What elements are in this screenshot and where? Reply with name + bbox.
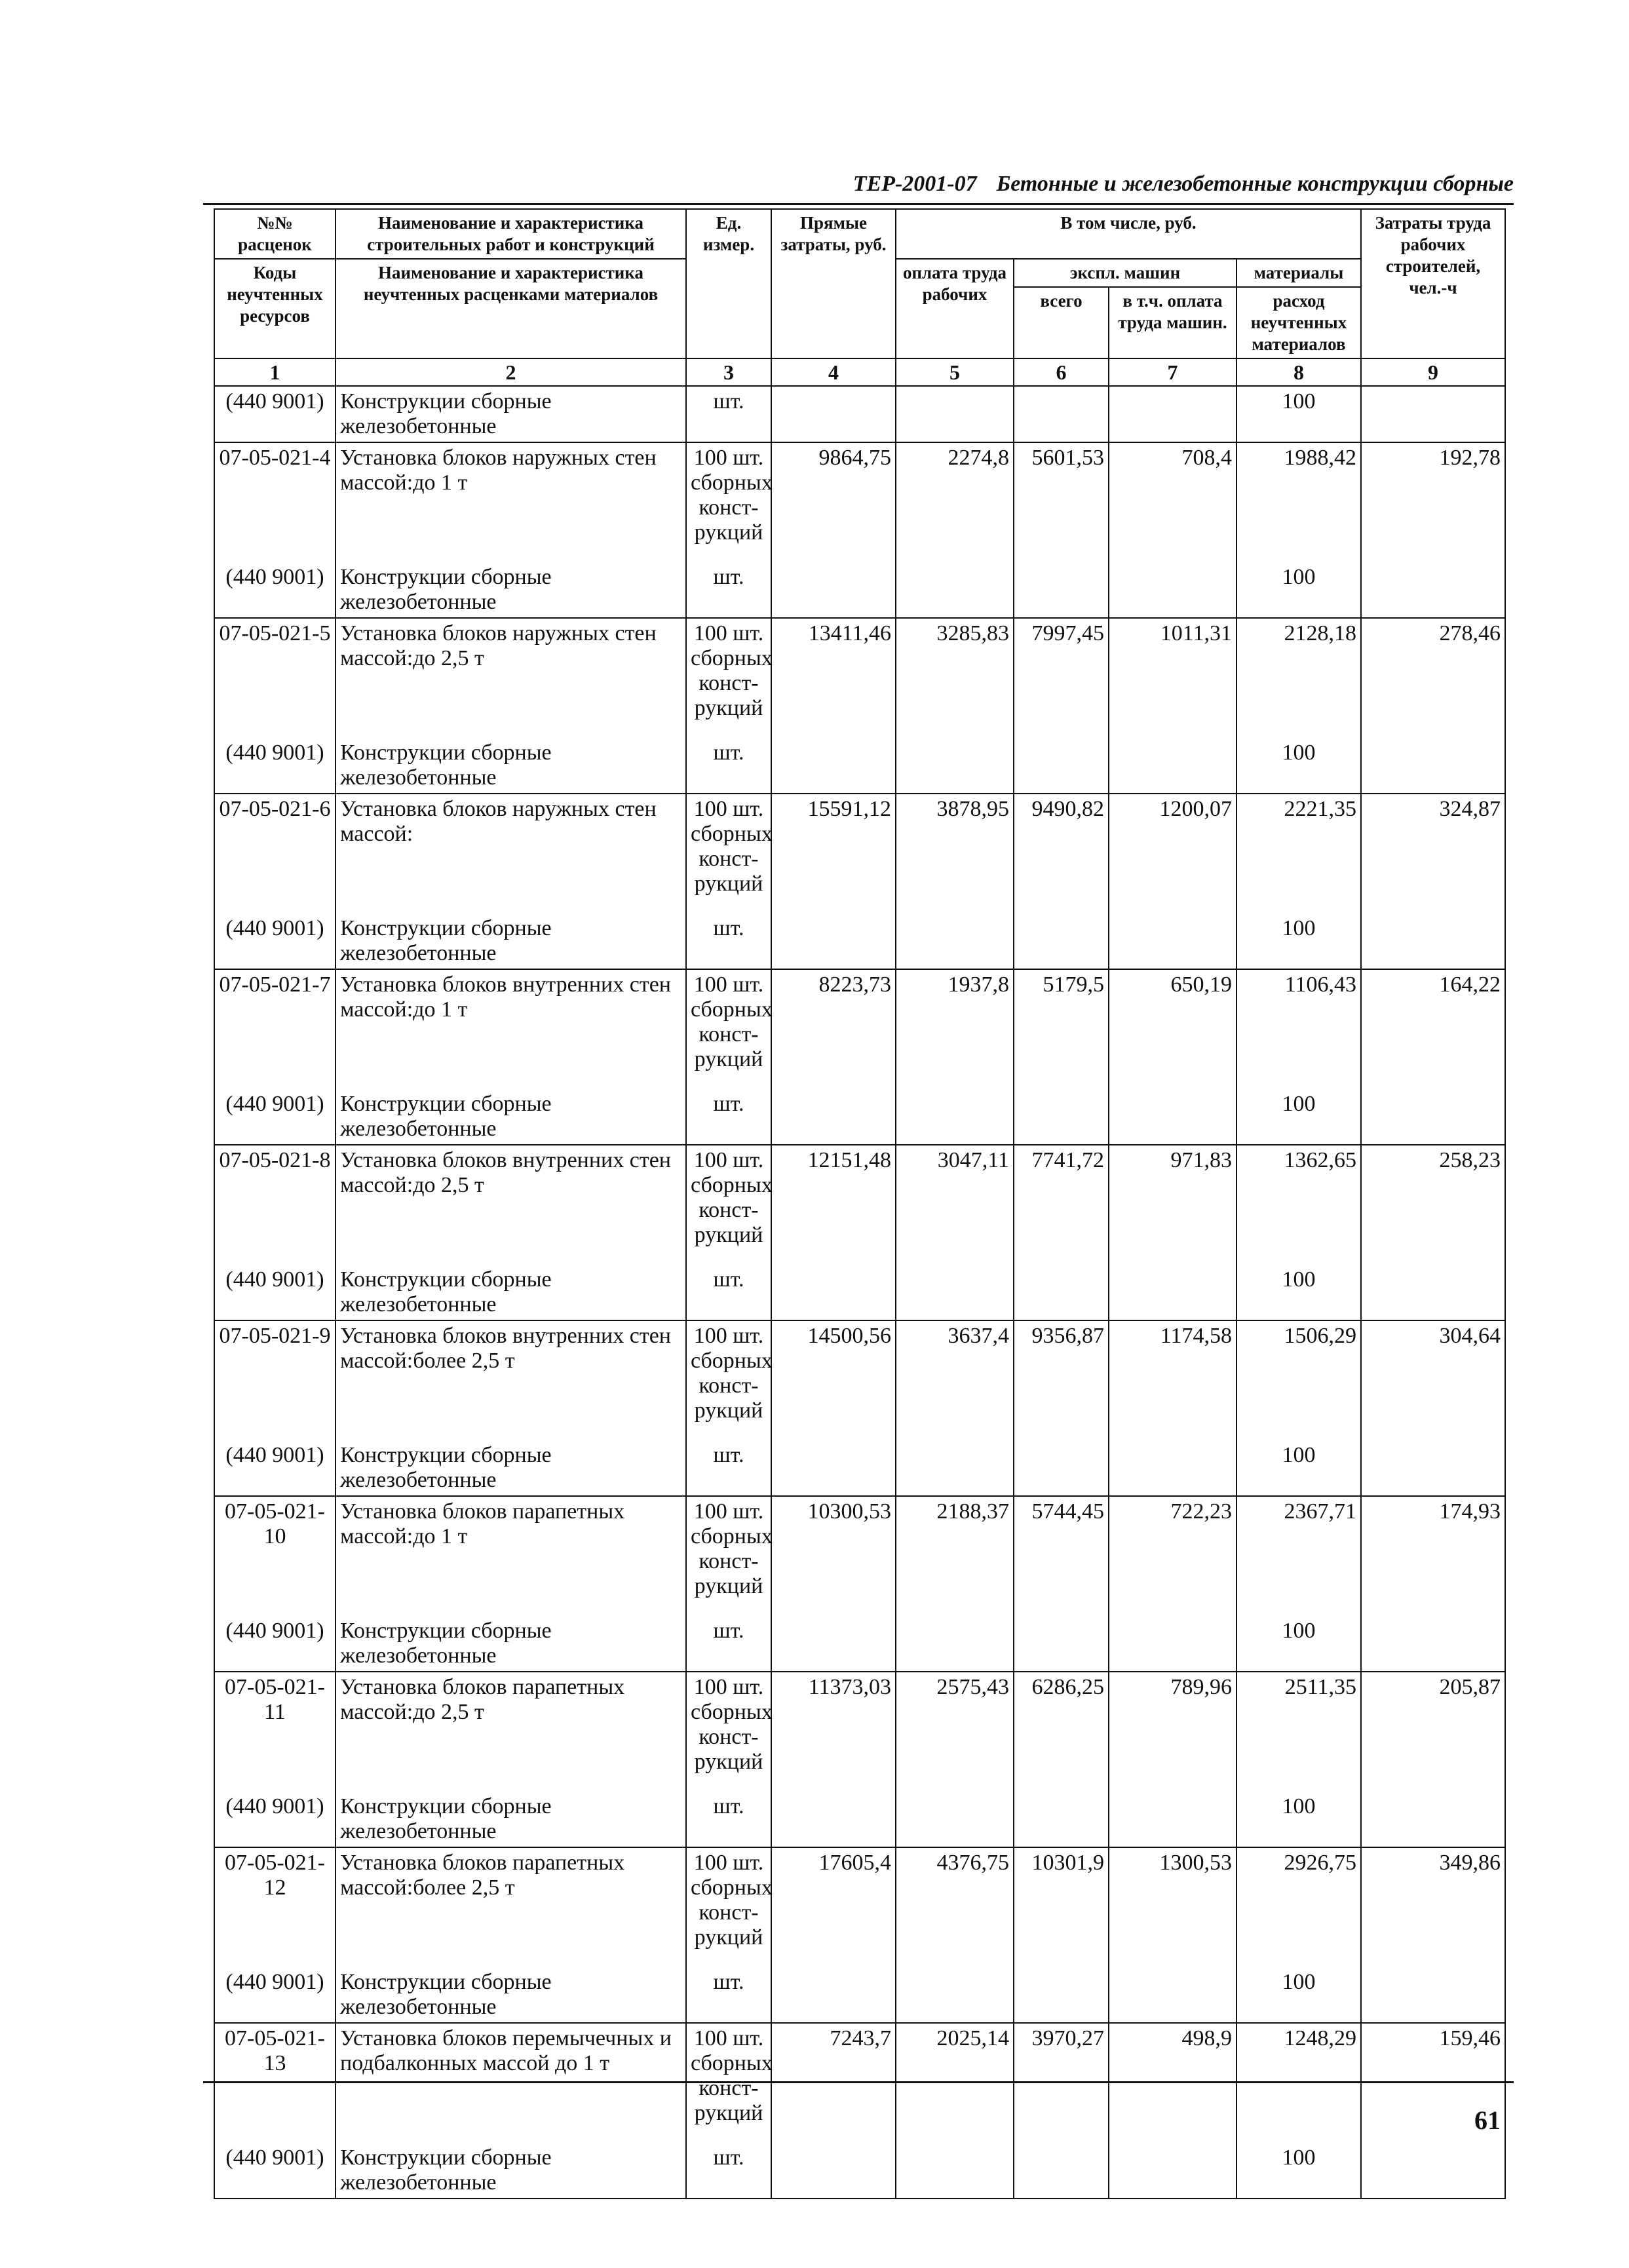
machines-total: 9490,82 [1014, 794, 1109, 899]
materials: 2367,71 [1236, 1496, 1361, 1602]
empty-cell [1361, 1075, 1505, 1145]
table-row [214, 1672, 1505, 1777]
head-resource-codes: Коды неучтенных ресурсов [214, 259, 335, 358]
resource-row [214, 386, 1505, 442]
empty-cell [1014, 548, 1109, 618]
resource-unit: шт. [686, 1075, 771, 1145]
rate-code: 07-05-021-9 [214, 1320, 335, 1426]
rate-code: 07-05-021-10 [214, 1496, 335, 1602]
empty-cell [1014, 1250, 1109, 1320]
rate-code: 07-05-021-6 [214, 794, 335, 899]
resource-code: (440 9001) [214, 899, 335, 969]
unit: 100 шт. сборных конст-рукций [686, 794, 771, 899]
empty-cell [1361, 1777, 1505, 1847]
empty-cell [1361, 548, 1505, 618]
materials: 2926,75 [1236, 1847, 1361, 1953]
unit: 100 шт. сборных конст-рукций [686, 1320, 771, 1426]
resource-code: (440 9001) [214, 1953, 335, 2023]
work-name: Установка блоков наружных стен массой: [335, 794, 686, 899]
empty-cell [771, 1250, 896, 1320]
resource-name: Конструкции сборные железобетонные [335, 1953, 686, 2023]
rate-code: 07-05-021-8 [214, 1145, 335, 1250]
resource-unit: шт. [686, 1953, 771, 2023]
empty-cell [896, 899, 1014, 969]
resource-code: (440 9001) [214, 1602, 335, 1672]
resource-qty: 100 [1236, 1602, 1361, 1672]
head-materials: материалы [1236, 259, 1361, 287]
resource-unit: шт. [686, 1602, 771, 1672]
labor-pay: 3285,83 [896, 618, 1014, 723]
empty-cell [1109, 723, 1236, 794]
machines-total: 7741,72 [1014, 1145, 1109, 1250]
machines-labor-pay: 722,23 [1109, 1496, 1236, 1602]
footer-rule [203, 2081, 1514, 2083]
unit: 100 шт. сборных конст-рукций [686, 969, 771, 1075]
head-unit: Ед. измер. [686, 209, 771, 358]
col-number: 8 [1236, 358, 1361, 386]
empty-cell [896, 1426, 1014, 1496]
empty-cell [771, 2128, 896, 2199]
direct-costs: 15591,12 [771, 794, 896, 899]
labor-pay: 3637,4 [896, 1320, 1014, 1426]
head-group: В том числе, руб. [896, 209, 1361, 259]
direct-costs: 13411,46 [771, 618, 896, 723]
work-name: Установка блоков наружных стен массой:до 2,5 т [335, 618, 686, 723]
empty-cell [771, 899, 896, 969]
materials: 1106,43 [1236, 969, 1361, 1075]
resource-name: Конструкции сборные железобетонные [335, 1250, 686, 1320]
resource-qty: 100 [1236, 1075, 1361, 1145]
empty-cell [1014, 1426, 1109, 1496]
materials: 1362,65 [1236, 1145, 1361, 1250]
machines-total: 6286,25 [1014, 1672, 1109, 1777]
table-row [214, 618, 1505, 723]
resource-name: Конструкции сборные железобетонные [335, 2128, 686, 2199]
labor-pay: 3878,95 [896, 794, 1014, 899]
resource-name: Конструкции сборные железобетонные [335, 386, 686, 442]
direct-costs: 11373,03 [771, 1672, 896, 1777]
resource-qty: 100 [1236, 1426, 1361, 1496]
labor-pay: 1937,8 [896, 969, 1014, 1075]
head-materials-consumption: расход неучтенных материалов [1236, 287, 1361, 358]
table-row [214, 969, 1505, 1075]
resource-code: (440 9001) [214, 1426, 335, 1496]
resource-row [214, 1426, 1505, 1496]
resource-row [214, 1602, 1505, 1672]
empty-cell [771, 1602, 896, 1672]
empty-cell [771, 1426, 896, 1496]
table-row [214, 794, 1505, 899]
empty-cell [771, 1075, 896, 1145]
resource-code: (440 9001) [214, 1250, 335, 1320]
table-row [214, 1145, 1505, 1250]
running-header [203, 172, 1514, 203]
labor-pay: 2575,43 [896, 1672, 1014, 1777]
resource-unit: шт. [686, 386, 771, 442]
labor-pay: 2274,8 [896, 442, 1014, 548]
materials: 2128,18 [1236, 618, 1361, 723]
machines-total: 5744,45 [1014, 1496, 1109, 1602]
labor-hours: 304,64 [1361, 1320, 1505, 1426]
resource-unit: шт. [686, 548, 771, 618]
empty-cell [1014, 1953, 1109, 2023]
resource-name: Конструкции сборные железобетонные [335, 1426, 686, 1496]
resource-name: Конструкции сборные железобетонные [335, 548, 686, 618]
resource-code: (440 9001) [214, 386, 335, 442]
empty-cell [1109, 1602, 1236, 1672]
resource-qty: 100 [1236, 2128, 1361, 2199]
labor-hours: 192,78 [1361, 442, 1505, 548]
empty-cell [1109, 2128, 1236, 2199]
resource-name: Конструкции сборные железобетонные [335, 1777, 686, 1847]
resource-name: Конструкции сборные железобетонные [335, 899, 686, 969]
unit: 100 шт. сборных конст-рукций [686, 2023, 771, 2128]
rate-code: 07-05-021-7 [214, 969, 335, 1075]
resource-unit: шт. [686, 1250, 771, 1320]
empty-cell [771, 723, 896, 794]
header-rule [203, 203, 1514, 205]
empty-cell [1109, 899, 1236, 969]
unit: 100 шт. сборных конст-рукций [686, 442, 771, 548]
table-body [214, 442, 1505, 2199]
rate-code: 07-05-021-4 [214, 442, 335, 548]
unit: 100 шт. сборных конст-рукций [686, 1847, 771, 1953]
resource-qty: 100 [1236, 386, 1361, 442]
machines-total: 9356,87 [1014, 1320, 1109, 1426]
rate-code: 07-05-021-13 [214, 2023, 335, 2128]
resource-row [214, 1953, 1505, 2023]
header-title: Бетонные и железобетонные конструкции сборные [996, 172, 1514, 196]
empty-cell [896, 1250, 1014, 1320]
table-row [214, 1847, 1505, 1953]
machines-labor-pay: 708,4 [1109, 442, 1236, 548]
machines-labor-pay: 498,9 [1109, 2023, 1236, 2128]
resource-unit: шт. [686, 899, 771, 969]
resource-code: (440 9001) [214, 723, 335, 794]
unit: 100 шт. сборных конст-рукций [686, 618, 771, 723]
direct-costs: 10300,53 [771, 1496, 896, 1602]
empty-cell [1014, 1602, 1109, 1672]
resource-code: (440 9001) [214, 1075, 335, 1145]
empty-cell [896, 1953, 1014, 2023]
table-row [214, 442, 1505, 548]
resource-row [214, 2128, 1505, 2199]
resource-qty: 100 [1236, 1250, 1361, 1320]
empty-cell [771, 548, 896, 618]
empty-cell [896, 548, 1014, 618]
rates-table [214, 208, 1506, 2199]
table-head [214, 209, 1505, 442]
machines-labor-pay: 971,83 [1109, 1145, 1236, 1250]
head-work-name: Наименование и характеристика строительных работ и конструкций [335, 209, 686, 259]
materials: 1988,42 [1236, 442, 1361, 548]
empty-cell [1361, 2128, 1505, 2199]
resource-unit: шт. [686, 1426, 771, 1496]
direct-costs: 7243,7 [771, 2023, 896, 2128]
materials: 1248,29 [1236, 2023, 1361, 2128]
rate-code: 07-05-021-5 [214, 618, 335, 723]
unit: 100 шт. сборных конст-рукций [686, 1496, 771, 1602]
resource-unit: шт. [686, 2128, 771, 2199]
resource-unit: шт. [686, 723, 771, 794]
col-number: 7 [1109, 358, 1236, 386]
machines-labor-pay: 1011,31 [1109, 618, 1236, 723]
labor-hours: 164,22 [1361, 969, 1505, 1075]
col-number: 5 [896, 358, 1014, 386]
empty-cell [896, 2128, 1014, 2199]
materials: 2221,35 [1236, 794, 1361, 899]
empty-cell [1109, 1426, 1236, 1496]
machines-total: 5601,53 [1014, 442, 1109, 548]
resource-name: Конструкции сборные железобетонные [335, 1075, 686, 1145]
direct-costs: 17605,4 [771, 1847, 896, 1953]
col-number: 9 [1361, 358, 1505, 386]
direct-costs: 14500,56 [771, 1320, 896, 1426]
resource-name: Конструкции сборные железобетонные [335, 723, 686, 794]
empty-cell [896, 1602, 1014, 1672]
resource-unit: шт. [686, 1777, 771, 1847]
machines-total: 7997,45 [1014, 618, 1109, 723]
empty-cell [1109, 1250, 1236, 1320]
empty-cell [1361, 1426, 1505, 1496]
empty-cell [1361, 1602, 1505, 1672]
resource-row [214, 1777, 1505, 1847]
labor-hours: 174,93 [1361, 1496, 1505, 1602]
work-name: Установка блоков внутренних стен массой:более 2,5 т [335, 1320, 686, 1426]
empty-cell [1361, 1953, 1505, 2023]
resource-code: (440 9001) [214, 548, 335, 618]
empty-cell [1109, 1953, 1236, 2023]
empty-cell [1109, 1777, 1236, 1847]
labor-hours: 324,87 [1361, 794, 1505, 899]
header-code: ТЕР-2001-07 [853, 172, 977, 196]
empty-cell [896, 723, 1014, 794]
labor-hours: 349,86 [1361, 1847, 1505, 1953]
machines-total: 3970,27 [1014, 2023, 1109, 2128]
head-machines-labor: в т.ч. оплата труда машин. [1109, 287, 1236, 358]
empty-cell [896, 1777, 1014, 1847]
resource-qty: 100 [1236, 1953, 1361, 2023]
head-direct-costs: Прямые затраты, руб. [771, 209, 896, 358]
direct-costs: 9864,75 [771, 442, 896, 548]
resource-code: (440 9001) [214, 1777, 335, 1847]
resource-code: (440 9001) [214, 2128, 335, 2199]
col-number: 6 [1014, 358, 1109, 386]
resource-row [214, 548, 1505, 618]
head-machines: экспл. машин [1014, 259, 1236, 287]
resource-row [214, 1250, 1505, 1320]
empty-cell [1014, 1075, 1109, 1145]
direct-costs: 12151,48 [771, 1145, 896, 1250]
col-number: 4 [771, 358, 896, 386]
work-name: Установка блоков внутренних стен массой:до 1 т [335, 969, 686, 1075]
unit: 100 шт. сборных конст-рукций [686, 1672, 771, 1777]
machines-labor-pay: 789,96 [1109, 1672, 1236, 1777]
work-name: Установка блоков парапетных массой:до 1 т [335, 1496, 686, 1602]
column-numbers-row [214, 358, 1505, 386]
rate-code: 07-05-021-11 [214, 1672, 335, 1777]
empty-cell [1109, 548, 1236, 618]
head-machines-total: всего [1014, 287, 1109, 358]
empty-cell [1014, 1777, 1109, 1847]
empty-cell [771, 1777, 896, 1847]
machines-total: 10301,9 [1014, 1847, 1109, 1953]
col-number: 3 [686, 358, 771, 386]
head-rate-number: №№ расценок [214, 209, 335, 259]
head-labor-hours: Затраты труда рабочих строителей, чел.-ч [1361, 209, 1505, 358]
page-number: 61 [1474, 2105, 1501, 2135]
empty-cell [1109, 1075, 1236, 1145]
resource-qty: 100 [1236, 899, 1361, 969]
work-name: Установка блоков наружных стен массой:до 1 т [335, 442, 686, 548]
rate-code: 07-05-021-12 [214, 1847, 335, 1953]
resource-name: Конструкции сборные железобетонные [335, 1602, 686, 1672]
direct-costs: 8223,73 [771, 969, 896, 1075]
resource-row [214, 899, 1505, 969]
labor-pay: 3047,11 [896, 1145, 1014, 1250]
resource-qty: 100 [1236, 1777, 1361, 1847]
labor-pay: 4376,75 [896, 1847, 1014, 1953]
work-name: Установка блоков парапетных массой:до 2,5 т [335, 1672, 686, 1777]
work-name: Установка блоков внутренних стен массой:до 2,5 т [335, 1145, 686, 1250]
unit: 100 шт. сборных конст-рукций [686, 1145, 771, 1250]
empty-cell [1361, 899, 1505, 969]
table-row [214, 1320, 1505, 1426]
machines-total: 5179,5 [1014, 969, 1109, 1075]
materials: 2511,35 [1236, 1672, 1361, 1777]
empty-cell [1014, 2128, 1109, 2199]
empty-cell [896, 1075, 1014, 1145]
resource-row [214, 723, 1505, 794]
empty-cell [771, 1953, 896, 2023]
labor-pay: 2188,37 [896, 1496, 1014, 1602]
head-materials-name: Наименование и характеристика неучтенных расценками материалов [335, 259, 686, 358]
labor-hours: 258,23 [1361, 1145, 1505, 1250]
empty-cell [1361, 723, 1505, 794]
empty-cell [1014, 899, 1109, 969]
head-labor-pay: оплата труда рабочих [896, 259, 1014, 358]
labor-pay: 2025,14 [896, 2023, 1014, 2128]
table-row [214, 2023, 1505, 2128]
labor-hours: 278,46 [1361, 618, 1505, 723]
labor-hours: 159,46 [1361, 2023, 1505, 2128]
work-name: Установка блоков перемычечных и подбалконных массой до 1 т [335, 2023, 686, 2128]
empty-cell [1014, 723, 1109, 794]
resource-qty: 100 [1236, 723, 1361, 794]
work-name: Установка блоков парапетных массой:более 2,5 т [335, 1847, 686, 1953]
machines-labor-pay: 650,19 [1109, 969, 1236, 1075]
materials: 1506,29 [1236, 1320, 1361, 1426]
resource-row [214, 1075, 1505, 1145]
resource-qty: 100 [1236, 548, 1361, 618]
col-number: 2 [335, 358, 686, 386]
table-row [214, 1496, 1505, 1602]
empty-cell [1361, 1250, 1505, 1320]
machines-labor-pay: 1300,53 [1109, 1847, 1236, 1953]
machines-labor-pay: 1200,07 [1109, 794, 1236, 899]
labor-hours: 205,87 [1361, 1672, 1505, 1777]
machines-labor-pay: 1174,58 [1109, 1320, 1236, 1426]
col-number: 1 [214, 358, 335, 386]
